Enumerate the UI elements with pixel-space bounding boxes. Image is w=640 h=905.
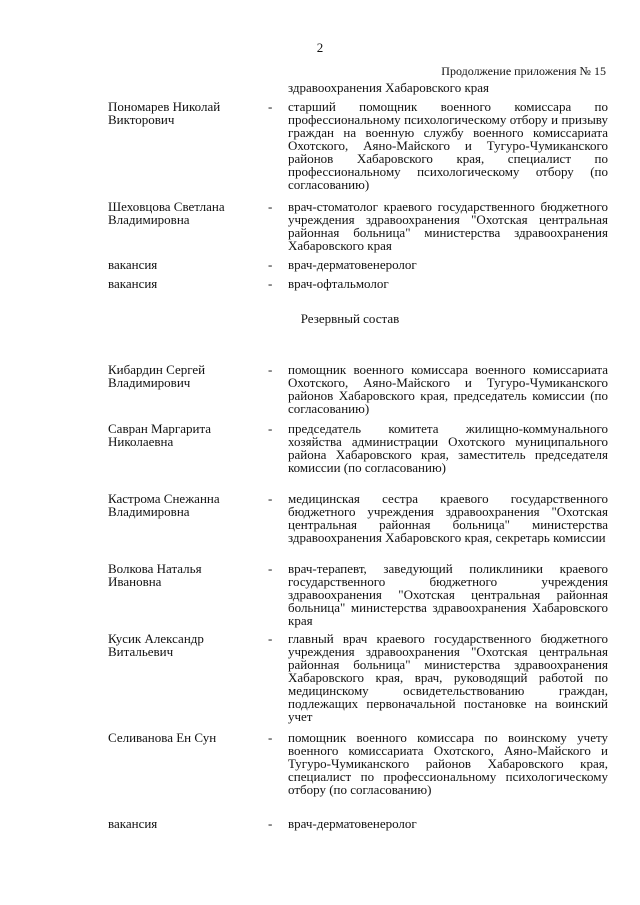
member-row (108, 277, 608, 337)
member-name: вакансия (108, 816, 158, 831)
reserve-member-row (108, 817, 608, 877)
member-name: Селиванова Ен Сун (108, 730, 217, 745)
member-dash: - (268, 561, 273, 576)
reserve-section-title: Резервный состав (300, 311, 400, 326)
member-row (108, 200, 608, 260)
member-dash: - (268, 491, 273, 506)
reserve-member-row (108, 363, 608, 423)
reserve-member-row (108, 492, 608, 552)
member-dash: - (268, 199, 273, 214)
reserve-member-row (108, 422, 608, 482)
member-name: Шеховцова Светлана Владимировна (108, 199, 225, 227)
member-dash: - (268, 99, 273, 114)
member-row (108, 99, 608, 192)
member-name: вакансия (108, 257, 158, 272)
page-number: 2 (316, 40, 324, 55)
member-description: врач-дерматовенеролог (288, 257, 417, 272)
member-description: врач-офтальмолог (288, 276, 389, 291)
reserve-member-row (108, 730, 608, 797)
member-dash: - (268, 631, 273, 646)
member-description: врач-дерматовенеролог (288, 816, 417, 831)
member-description: врач-стоматолог краевого государственного бюджетного учреждения здравоохранения "Охотская центральная районная больница" министерства здравоохранения Хабаровского края (288, 199, 608, 253)
member-dash: - (268, 730, 273, 745)
member-dash: - (268, 276, 273, 291)
reserve-member-row (108, 561, 608, 628)
member-description: старший помощник военного комиссара по профессиональному психологическому отбору и призыву граждан на военную службу военного комиссариата Охотского, Аяно-Майского и Тугуро-Чумиканского районов Хабаровского края, специалист по профессиональному психологическому отбору (по согласованию) (288, 99, 608, 192)
member-description: председатель комитета жилищно-коммунального хозяйства администрации Охотского муниципального района Хабаровского края, заместитель председателя комиссии (по согласованию) (288, 421, 608, 475)
member-name: вакансия (108, 276, 158, 291)
member-description: главный врач краевого государственного бюджетного учреждения здравоохранения "Охотская центральная районная больница" министерства здравоохранения Хабаровского края, врач, руководящий работой по медицинскому освидетельствованию граждан, подлежащих первоначальной постановке на воинский учет (288, 631, 608, 724)
member-dash: - (268, 362, 273, 377)
member-name: Пономарев Николай Викторович (108, 99, 221, 127)
reserve-member-row (108, 631, 608, 724)
member-name: Волкова Наталья Ивановна (108, 561, 202, 589)
member-description: помощник военного комиссара по воинскому учету военного комиссариата Охотского, Аяно-Майского и Тугуро-Чумиканского районов Хабаровского края, специалист по профессиональному психологическому отбору (по согласованию) (288, 730, 608, 797)
member-description: врач-терапевт, заведующий поликлиники краевого государственного бюджетного учреждения здравоохранения "Охотская центральная районная больница" министерства здравоохранения Хабаровского края (288, 561, 608, 628)
member-dash: - (268, 257, 273, 272)
member-description: медицинская сестра краевого государственного бюджетного учреждения здравоохранения "Охотская центральная районная больница" министерства здравоохранения Хабаровского края, секретарь комиссии (288, 491, 608, 545)
member-name: Савран Маргарита Николаевна (108, 421, 212, 449)
member-name: Кусик Александр Витальевич (108, 631, 204, 659)
member-description: помощник военного комиссара военного комиссариата Охотского, Аяно-Майского и Тугуро-Чумиканского районов Хабаровского края, председатель комиссии (по согласованию) (288, 362, 608, 416)
member-dash: - (268, 816, 273, 831)
appendix-note: Продолжение приложения № 15 (441, 64, 606, 78)
member-dash: - (268, 421, 273, 436)
continuation-line: здравоохранения Хабаровского края (288, 80, 490, 95)
member-name: Кибардин Сергей Владимирович (108, 362, 206, 390)
member-name: Кастрома Снежанна Владимировна (108, 491, 220, 519)
